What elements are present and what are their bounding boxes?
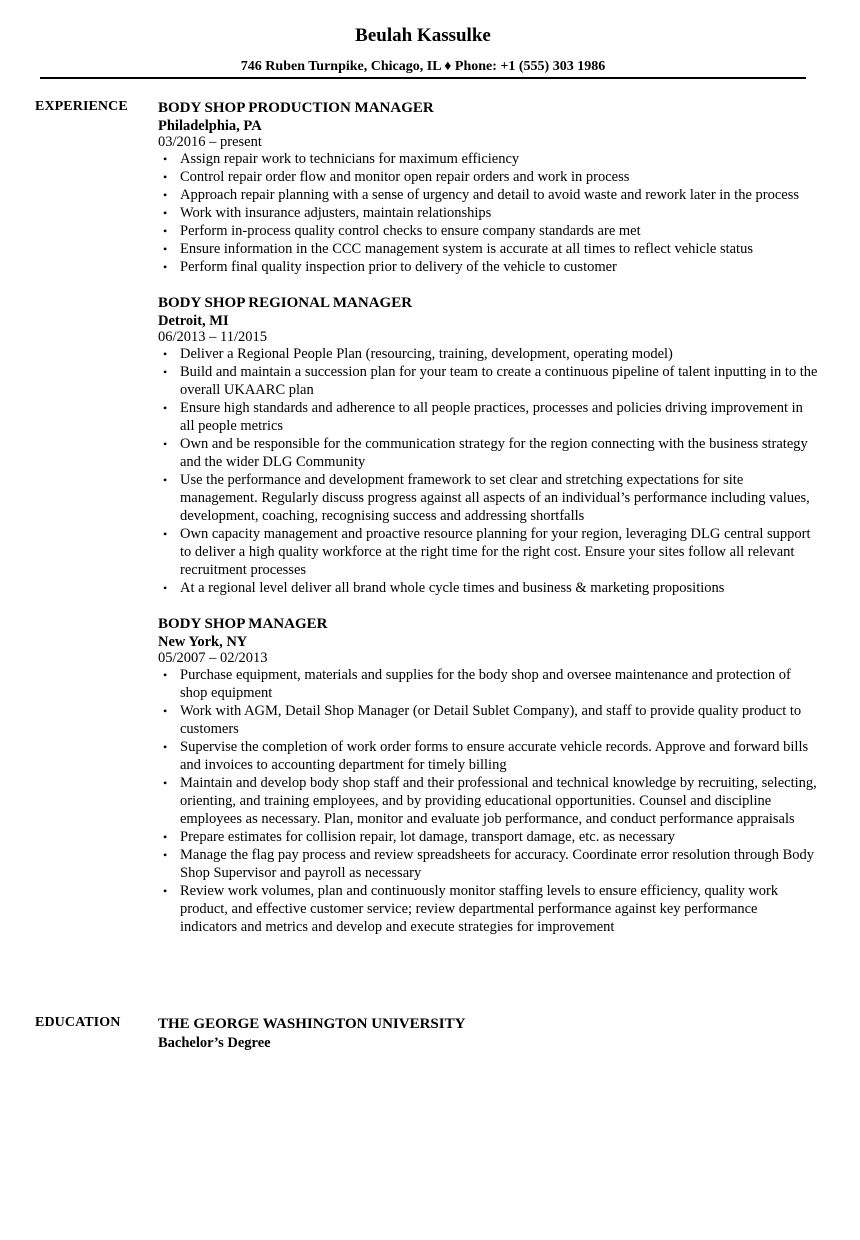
job-bullet bbox=[158, 828, 818, 846]
job-bullet bbox=[158, 435, 818, 471]
degree: Bachelor’s Degree bbox=[158, 1035, 271, 1051]
job-bullet-text: Control repair order flow and monitor open repair orders and work in process bbox=[180, 169, 630, 185]
job-location: Philadelphia, PA bbox=[158, 118, 262, 134]
school-name: THE GEORGE WASHINGTON UNIVERSITY bbox=[158, 1016, 466, 1032]
job-bullet-list bbox=[158, 666, 818, 936]
job-location: New York, NY bbox=[158, 634, 248, 650]
job-bullet-text: Ensure information in the CCC management system is accurate at all times to reflect vehicle status bbox=[180, 241, 753, 257]
job-bullet-text: Maintain and develop body shop staff and their professional and technical knowledge by recruiting, selecting, orienting, and training employees, and by providing educational opportunities. Counsel and discipline employees as necessary. Plan, monitor and evaluate job performance, and conduct performance appraisals bbox=[180, 775, 817, 827]
job-bullet bbox=[158, 702, 818, 738]
job-bullet-list bbox=[158, 345, 818, 597]
bullet-icon: • bbox=[163, 704, 168, 718]
job-entry bbox=[158, 294, 818, 597]
header-divider bbox=[40, 77, 806, 79]
job-bullet-text: Review work volumes, plan and continuously monitor staffing levels to ensure efficiency, quality work product, and effective customer service; review departmental performance against key performance indicators and metrics and develop and execute strategies for improvement bbox=[180, 883, 779, 935]
resume-header bbox=[40, 24, 806, 75]
job-bullet bbox=[158, 204, 818, 222]
job-title: BODY SHOP REGIONAL MANAGER bbox=[158, 295, 413, 311]
experience-list bbox=[158, 99, 818, 954]
job-bullet-list bbox=[158, 150, 818, 276]
job-bullet bbox=[158, 738, 818, 774]
bullet-icon: • bbox=[163, 830, 168, 844]
bullet-icon: • bbox=[163, 668, 168, 682]
education-entry bbox=[158, 1015, 818, 1053]
job-bullet-text: Prepare estimates for collision repair, lot damage, transport damage, etc. as necessary bbox=[180, 829, 676, 845]
job-dates: 05/2007 – 02/2013 bbox=[158, 650, 268, 666]
job-bullet bbox=[158, 471, 818, 525]
job-dates: 06/2013 – 11/2015 bbox=[158, 329, 268, 345]
job-bullet bbox=[158, 168, 818, 186]
job-bullet-text: At a regional level deliver all brand whole cycle times and business & marketing propositions bbox=[180, 580, 725, 596]
bullet-icon: • bbox=[163, 260, 168, 274]
job-title: BODY SHOP PRODUCTION MANAGER bbox=[158, 100, 434, 116]
experience-label: EXPERIENCE bbox=[35, 99, 128, 114]
bullet-icon: • bbox=[163, 347, 168, 361]
job-location: Detroit, MI bbox=[158, 313, 229, 329]
job-bullet-text: Work with insurance adjusters, maintain relationships bbox=[180, 205, 492, 221]
candidate-name: Beulah Kassulke bbox=[355, 25, 491, 46]
job-bullet bbox=[158, 846, 818, 882]
bullet-icon: • bbox=[163, 473, 168, 487]
job-bullet-text: Purchase equipment, materials and supplies for the body shop and oversee maintenance and protection of shop equipment bbox=[180, 667, 791, 701]
job-bullet-text: Approach repair planning with a sense of urgency and detail to avoid waste and rework later in the process bbox=[180, 187, 799, 203]
job-bullet-text: Own and be responsible for the communication strategy for the region connecting with the business strategy and the wider DLG Community bbox=[180, 436, 808, 470]
job-bullet bbox=[158, 345, 818, 363]
job-bullet bbox=[158, 258, 818, 276]
job-bullet-text: Work with AGM, Detail Shop Manager (or Detail Sublet Company), and staff to provide quality product to customers bbox=[180, 703, 802, 737]
bullet-icon: • bbox=[163, 242, 168, 256]
job-bullet-text: Perform in-process quality control checks to ensure company standards are met bbox=[180, 223, 641, 239]
job-dates: 03/2016 – present bbox=[158, 134, 262, 150]
bullet-icon: • bbox=[163, 581, 168, 595]
bullet-icon: • bbox=[163, 170, 168, 184]
job-bullet-text: Ensure high standards and adherence to all people practices, processes and policies driving improvement in all people metrics bbox=[180, 400, 803, 434]
job-bullet-text: Manage the flag pay process and review spreadsheets for accuracy. Coordinate error resolution through Body Shop Supervisor and payroll as necessary bbox=[180, 847, 815, 881]
job-bullet bbox=[158, 363, 818, 399]
bullet-icon: • bbox=[163, 188, 168, 202]
bullet-icon: • bbox=[163, 401, 168, 415]
bullet-icon: • bbox=[163, 527, 168, 541]
job-bullet bbox=[158, 774, 818, 828]
job-bullet bbox=[158, 150, 818, 168]
bullet-icon: • bbox=[163, 365, 168, 379]
job-bullet bbox=[158, 525, 818, 579]
job-bullet-text: Assign repair work to technicians for maximum efficiency bbox=[180, 151, 520, 167]
bullet-icon: • bbox=[163, 740, 168, 754]
job-entry bbox=[158, 99, 818, 276]
job-title: BODY SHOP MANAGER bbox=[158, 616, 328, 632]
job-bullet bbox=[158, 666, 818, 702]
job-bullet-text: Build and maintain a succession plan for your team to create a continuous pipeline of talent inputting in to the overall UKAARC plan bbox=[180, 364, 818, 398]
bullet-icon: • bbox=[163, 437, 168, 451]
job-bullet-text: Deliver a Regional People Plan (resourcing, training, development, operating model) bbox=[180, 346, 673, 362]
job-entry bbox=[158, 615, 818, 936]
job-bullet bbox=[158, 399, 818, 435]
bullet-icon: • bbox=[163, 224, 168, 238]
job-bullet bbox=[158, 222, 818, 240]
job-bullet-text: Own capacity management and proactive resource planning for your region, leveraging DLG central support to deliver a high quality workforce at the right time for the right cost. Ensure your sites follow all relevant recruitment processes bbox=[180, 526, 811, 578]
job-bullet bbox=[158, 882, 818, 936]
job-bullet bbox=[158, 579, 818, 597]
education-label: EDUCATION bbox=[35, 1015, 121, 1030]
bullet-icon: • bbox=[163, 152, 168, 166]
bullet-icon: • bbox=[163, 884, 168, 898]
bullet-icon: • bbox=[163, 848, 168, 862]
job-bullet bbox=[158, 186, 818, 204]
bullet-icon: • bbox=[163, 206, 168, 220]
contact-line: 746 Ruben Turnpike, Chicago, IL ♦ Phone: +1 (555) 303 1986 bbox=[240, 59, 606, 74]
bullet-icon: • bbox=[163, 776, 168, 790]
job-bullet-text: Perform final quality inspection prior to delivery of the vehicle to customer bbox=[180, 259, 617, 275]
job-bullet-text: Use the performance and development framework to set clear and stretching expectations for site management. Regularly discuss progress against all aspects of an individual’s performance including values, development, coaching, recognising success and addressing shortfalls bbox=[180, 472, 810, 524]
job-bullet-text: Supervise the completion of work order forms to ensure accurate vehicle records. Approve and forward bills and invoices to accounting department for timely billing bbox=[180, 739, 809, 773]
job-bullet bbox=[158, 240, 818, 258]
